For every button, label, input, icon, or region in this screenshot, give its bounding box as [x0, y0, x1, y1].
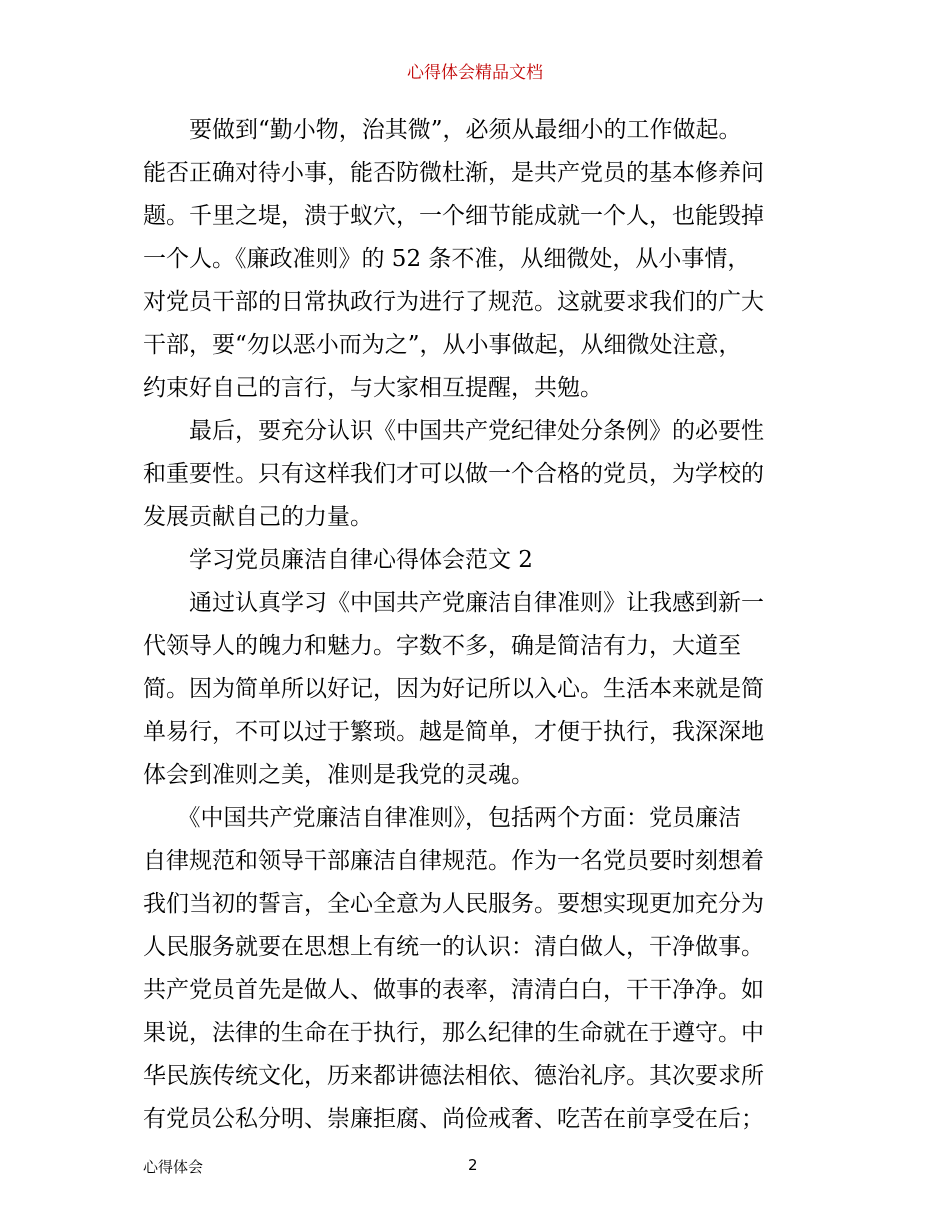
text-line: 简。因为简单所以好记，因为好记所以入心。生活本来就是简: [143, 676, 764, 702]
body-text: [143, 109, 823, 1141]
text-line: 体会到准则之美，准则是我党的灵魂。: [143, 762, 534, 788]
text-line: 一个人。《廉政准则》的 52 条不准，从细微处，从小事情，: [143, 246, 751, 272]
text-line: 人民服务就要在思想上有统一的认识：清白做人，干净做事。: [143, 934, 764, 960]
text-line: 发展贡献自己的力量。: [143, 504, 373, 530]
text-line: 自律规范和领导干部廉洁自律规范。作为一名党员要时刻想着: [143, 848, 764, 874]
text-line: 我们当初的誓言，全心全意为人民服务。要想实现更加充分为: [143, 891, 764, 917]
text-line: 《中国共产党廉洁自律准则》，包括两个方面：党员廉洁: [143, 805, 741, 831]
text-line: 题。千里之堤，溃于蚁穴，一个细节能成就一个人，也能毁掉: [143, 203, 764, 229]
text-line: 单易行，不可以过于繁琐。越是简单，才便于执行，我深深地: [143, 719, 764, 745]
text-line: 要做到“勤小物，治其微”，必须从最细小的工作做起。: [143, 117, 742, 143]
text-line: 最后，要充分认识《中国共产党纪律处分条例》的必要性: [143, 418, 764, 444]
text-line: 能否正确对待小事，能否防微杜渐，是共产党员的基本修养问: [143, 160, 764, 186]
text-line: 代领导人的魄力和魅力。字数不多，确是简洁有力，大道至: [143, 633, 741, 659]
text-line: 共产党员首先是做人、做事的表率，清清白白，干干净净。如: [143, 977, 764, 1003]
section-title: 学习党员廉洁自律心得体会范文 2: [143, 547, 533, 573]
footer-label: 心得体会: [143, 1158, 204, 1176]
text-line: 果说，法律的生命在于执行，那么纪律的生命就在于遵守。中: [143, 1020, 764, 1046]
text-line: 通过认真学习《中国共产党廉洁自律准则》让我感到新一: [143, 590, 764, 616]
text-line: 约束好自己的言行，与大家相互提醒，共勉。: [143, 375, 603, 401]
text-line: 华民族传统文化，历来都讲德法相依、德治礼序。其次要求所: [143, 1063, 764, 1089]
page-number: 2: [468, 1156, 478, 1174]
text-line: 对党员干部的日常执政行为进行了规范。这就要求我们的广大: [143, 289, 764, 315]
text-line: 和重要性。只有这样我们才可以做一个合格的党员，为学校的: [143, 461, 764, 487]
header-title: 心得体会精品文档: [407, 63, 543, 83]
text-line: 干部，要“勿以恶小而为之”，从小事做起，从细微处注意，: [143, 332, 742, 358]
text-line: 有党员公私分明、崇廉拒腐、尚俭戒奢、吃苦在前享受在后；: [143, 1106, 764, 1132]
